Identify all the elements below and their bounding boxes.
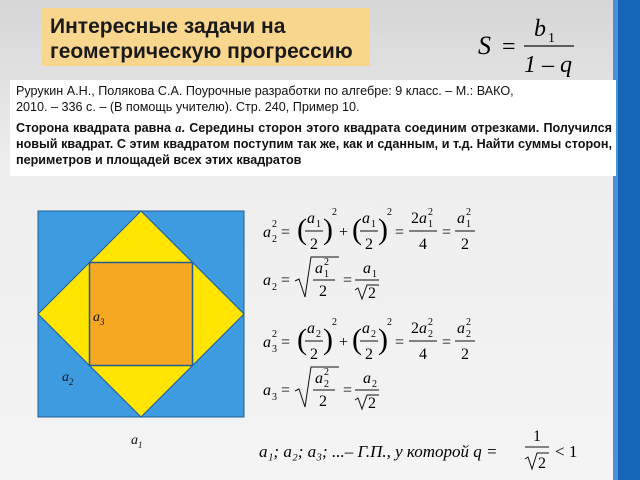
svg-text:2: 2 bbox=[372, 379, 377, 390]
sum-formula-eq: = bbox=[502, 34, 516, 60]
inner-square bbox=[90, 263, 193, 366]
svg-text:2: 2 bbox=[428, 207, 433, 218]
svg-text:a: a bbox=[263, 224, 271, 241]
svg-text:2: 2 bbox=[428, 329, 433, 340]
svg-text:+: + bbox=[339, 224, 349, 241]
svg-text:a: a bbox=[315, 260, 323, 277]
svg-text:2: 2 bbox=[272, 282, 277, 293]
svg-text:2: 2 bbox=[324, 379, 329, 390]
svg-text:4: 4 bbox=[419, 346, 427, 363]
svg-text:(: ( bbox=[352, 323, 362, 356]
svg-text:2: 2 bbox=[272, 234, 277, 245]
equation-4 bbox=[263, 367, 379, 412]
svg-text:(: ( bbox=[352, 213, 362, 246]
svg-text:): ) bbox=[378, 323, 388, 356]
equations-block bbox=[255, 195, 615, 480]
svg-text:2: 2 bbox=[368, 285, 376, 302]
svg-text:=: = bbox=[395, 224, 405, 241]
problem-text: Сторона квадрата равна a. Середины сторон этого квадрата соединим отрезками. Получился новый квадрат. С этим квадратом поступим так же, как и сданным, и т.д. Найти суммы сторон, периметров и площадей всех этих квадратов bbox=[16, 121, 612, 167]
svg-text:a: a bbox=[263, 334, 271, 351]
svg-text:a: a bbox=[362, 320, 370, 337]
svg-text:1: 1 bbox=[428, 219, 433, 230]
svg-text:2: 2 bbox=[466, 329, 471, 340]
svg-text:=: = bbox=[343, 382, 353, 399]
label-a3: $a_3$ bbox=[93, 310, 105, 327]
svg-text:2: 2 bbox=[461, 346, 469, 363]
svg-text:=: = bbox=[281, 224, 291, 241]
svg-text:2: 2 bbox=[387, 207, 392, 218]
conclusion-line bbox=[259, 428, 577, 472]
reference-text: Рурукин А.Н., Полякова С.А. Поурочные разработки по алгебре: 9 класс. – М.: ВАКО, 2010. – 336 с. – (В помощь учителю). Стр. 240, Пример 10. bbox=[16, 84, 514, 114]
svg-text:(: ( bbox=[297, 213, 307, 246]
sum-formula-num: b bbox=[534, 16, 546, 42]
svg-text:a: a bbox=[307, 320, 315, 337]
svg-text:a: a bbox=[315, 370, 323, 387]
svg-text:a: a bbox=[457, 320, 465, 337]
svg-text:2: 2 bbox=[466, 317, 471, 328]
svg-text:2: 2 bbox=[365, 346, 373, 363]
svg-text:2: 2 bbox=[272, 329, 277, 340]
svg-text:2: 2 bbox=[272, 219, 277, 230]
problem-var: a bbox=[175, 121, 182, 135]
svg-text:2: 2 bbox=[466, 207, 471, 218]
svg-text:=: = bbox=[442, 334, 452, 351]
svg-text:): ) bbox=[323, 323, 333, 356]
page-title: Интересные задачи на геометрическую прогрессию bbox=[50, 15, 353, 63]
sum-formula-num-sub: 1 bbox=[548, 31, 555, 46]
svg-text:2: 2 bbox=[428, 317, 433, 328]
equation-1 bbox=[263, 207, 475, 253]
svg-text:2: 2 bbox=[316, 329, 321, 340]
svg-text:4: 4 bbox=[419, 236, 427, 253]
svg-text:2: 2 bbox=[319, 283, 327, 300]
svg-text:2: 2 bbox=[324, 367, 329, 378]
text-box bbox=[10, 80, 616, 176]
conclusion-q-num: 1 bbox=[533, 428, 541, 445]
svg-text:2: 2 bbox=[332, 207, 337, 218]
title-box bbox=[42, 8, 370, 66]
svg-text:2a: 2a bbox=[411, 320, 427, 337]
svg-text:2: 2 bbox=[310, 236, 318, 253]
svg-text:a: a bbox=[457, 210, 465, 227]
svg-text:2: 2 bbox=[319, 393, 327, 410]
conclusion-rel: < 1 bbox=[555, 442, 578, 461]
svg-text:2: 2 bbox=[461, 236, 469, 253]
sum-formula-lhs: S bbox=[478, 31, 491, 60]
equation-3 bbox=[263, 317, 475, 363]
svg-text:a: a bbox=[362, 210, 370, 227]
conclusion-text: a₁; a₂; a₃; ...– Г.П., у которой q = bbox=[259, 442, 498, 461]
svg-text:1: 1 bbox=[324, 269, 329, 280]
svg-text:a: a bbox=[363, 370, 371, 387]
svg-text:a: a bbox=[363, 260, 371, 277]
svg-text:2: 2 bbox=[365, 236, 373, 253]
svg-text:3: 3 bbox=[272, 344, 277, 355]
svg-text:1: 1 bbox=[466, 219, 471, 230]
svg-text:): ) bbox=[378, 213, 388, 246]
svg-text:=: = bbox=[442, 224, 452, 241]
svg-text:2: 2 bbox=[332, 317, 337, 328]
sum-formula-den: 1 – q bbox=[524, 52, 572, 78]
svg-text:2: 2 bbox=[310, 346, 318, 363]
svg-text:a: a bbox=[263, 272, 271, 289]
svg-text:a: a bbox=[263, 382, 271, 399]
label-a2: $a_2$ bbox=[62, 370, 74, 387]
nested-squares-figure bbox=[37, 210, 245, 418]
svg-text:1: 1 bbox=[371, 219, 376, 230]
equation-2 bbox=[263, 257, 379, 302]
svg-text:3: 3 bbox=[272, 392, 277, 403]
svg-text:2: 2 bbox=[387, 317, 392, 328]
svg-text:+: + bbox=[339, 334, 349, 351]
svg-text:): ) bbox=[323, 213, 333, 246]
svg-text:1: 1 bbox=[316, 219, 321, 230]
svg-text:1: 1 bbox=[372, 269, 377, 280]
sum-formula bbox=[470, 6, 580, 80]
svg-text:=: = bbox=[281, 382, 291, 399]
label-a1: $a_1$ bbox=[131, 433, 143, 450]
svg-text:2a: 2a bbox=[411, 210, 427, 227]
svg-text:(: ( bbox=[297, 323, 307, 356]
svg-text:=: = bbox=[281, 272, 291, 289]
svg-text:2: 2 bbox=[324, 257, 329, 268]
right-sidebar bbox=[613, 0, 640, 480]
svg-text:=: = bbox=[395, 334, 405, 351]
svg-text:2: 2 bbox=[371, 329, 376, 340]
svg-text:a: a bbox=[307, 210, 315, 227]
svg-text:2: 2 bbox=[368, 395, 376, 412]
conclusion-q-den: 2 bbox=[538, 455, 546, 472]
svg-text:=: = bbox=[343, 272, 353, 289]
svg-text:=: = bbox=[281, 334, 291, 351]
